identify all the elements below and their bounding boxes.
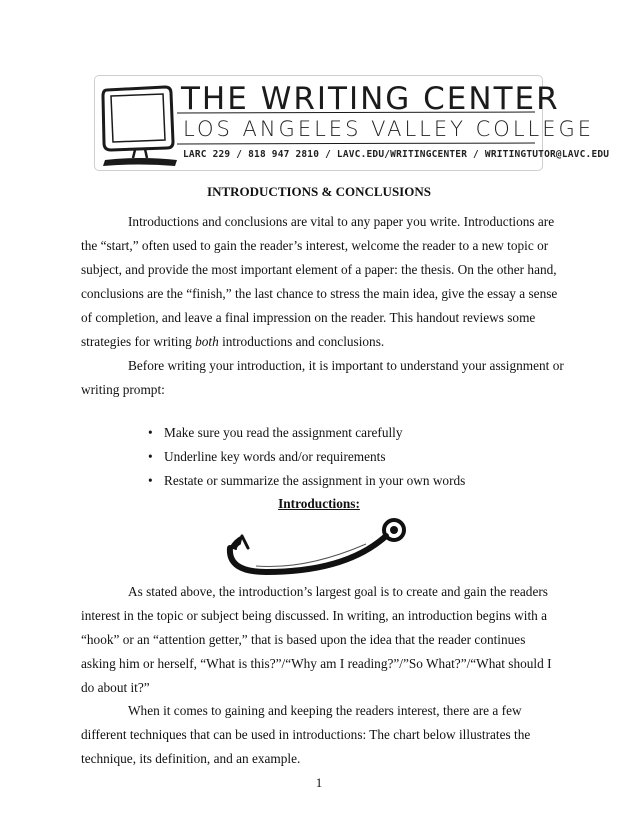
paragraph-line: Before writing your introduction, it is important to understand your assignment or [128,358,564,373]
paragraph-line: conclusions are the “finish,” the last chance to stress the main idea, give the essay a sense [81,286,558,301]
paragraph-line: writing prompt: [81,382,165,397]
section-heading: Introductions: [278,496,360,511]
bullet-icon: • [148,425,153,440]
paragraph-text: strategies for writing [81,334,196,349]
banner-contact: LARC 229 / 818 947 2810 / LAVC.EDU/WRITINGCENTER / WRITINGTUTOR@LAVC.EDU [183,149,610,160]
list-item-text: Restate or summarize the assignment in your own words [164,473,466,488]
paragraph-line: Introductions and conclusions are vital to any paper you write. Introductions are [128,214,555,229]
paragraph-line: interest in the topic or subject being discussed. In writing, an introduction begins with a [81,608,548,623]
paragraph-line: When it comes to gaining and keeping the readers interest, there are a few [128,703,522,718]
banner-subtitle: LOS ANGELES VALLEY COLLEGE [183,117,595,141]
paragraph-line: asking him or herself, “What is this?”/“Why am I reading?”/”So What?”/“What should I [81,656,552,671]
paragraph-line: technique, its definition, and an example. [81,751,301,766]
list-item-text: Underline key words and/or requirements [164,449,386,464]
paragraph-line: do about it?” [81,680,150,695]
bullet-icon: • [148,449,153,464]
list-item-text: Make sure you read the assignment carefully [164,425,403,440]
writing-center-banner [94,75,610,171]
paragraph-line [81,334,384,349]
paragraph-line: “hook” or an “attention getter,” that is based upon the idea that the reader continues [81,632,526,647]
bullet-icon: • [148,473,153,488]
paragraph-line: As stated above, the introduction’s largest goal is to create and gain the readers [128,584,548,599]
paragraph-text: introductions and conclusions. [218,334,385,349]
paragraph-line: of completion, and leave a final impression on the reader. This handout reviews some [81,310,536,325]
paragraph-line: different techniques that can be used in introductions: The chart below illustrates the [81,727,531,742]
emphasis-text: both [195,334,219,349]
page-number: 1 [315,775,323,790]
paragraph-line: subject, and provide the most important element of a paper: the thesis. On the other hand, [81,262,557,277]
fishing-hook-icon [226,514,416,576]
document-title: INTRODUCTIONS & CONCLUSIONS [207,184,431,199]
paragraph-line: the “start,” often used to gain the reader’s interest, welcome the reader to a new topic or [81,238,549,253]
banner-title: THE WRITING CENTER [181,81,560,117]
